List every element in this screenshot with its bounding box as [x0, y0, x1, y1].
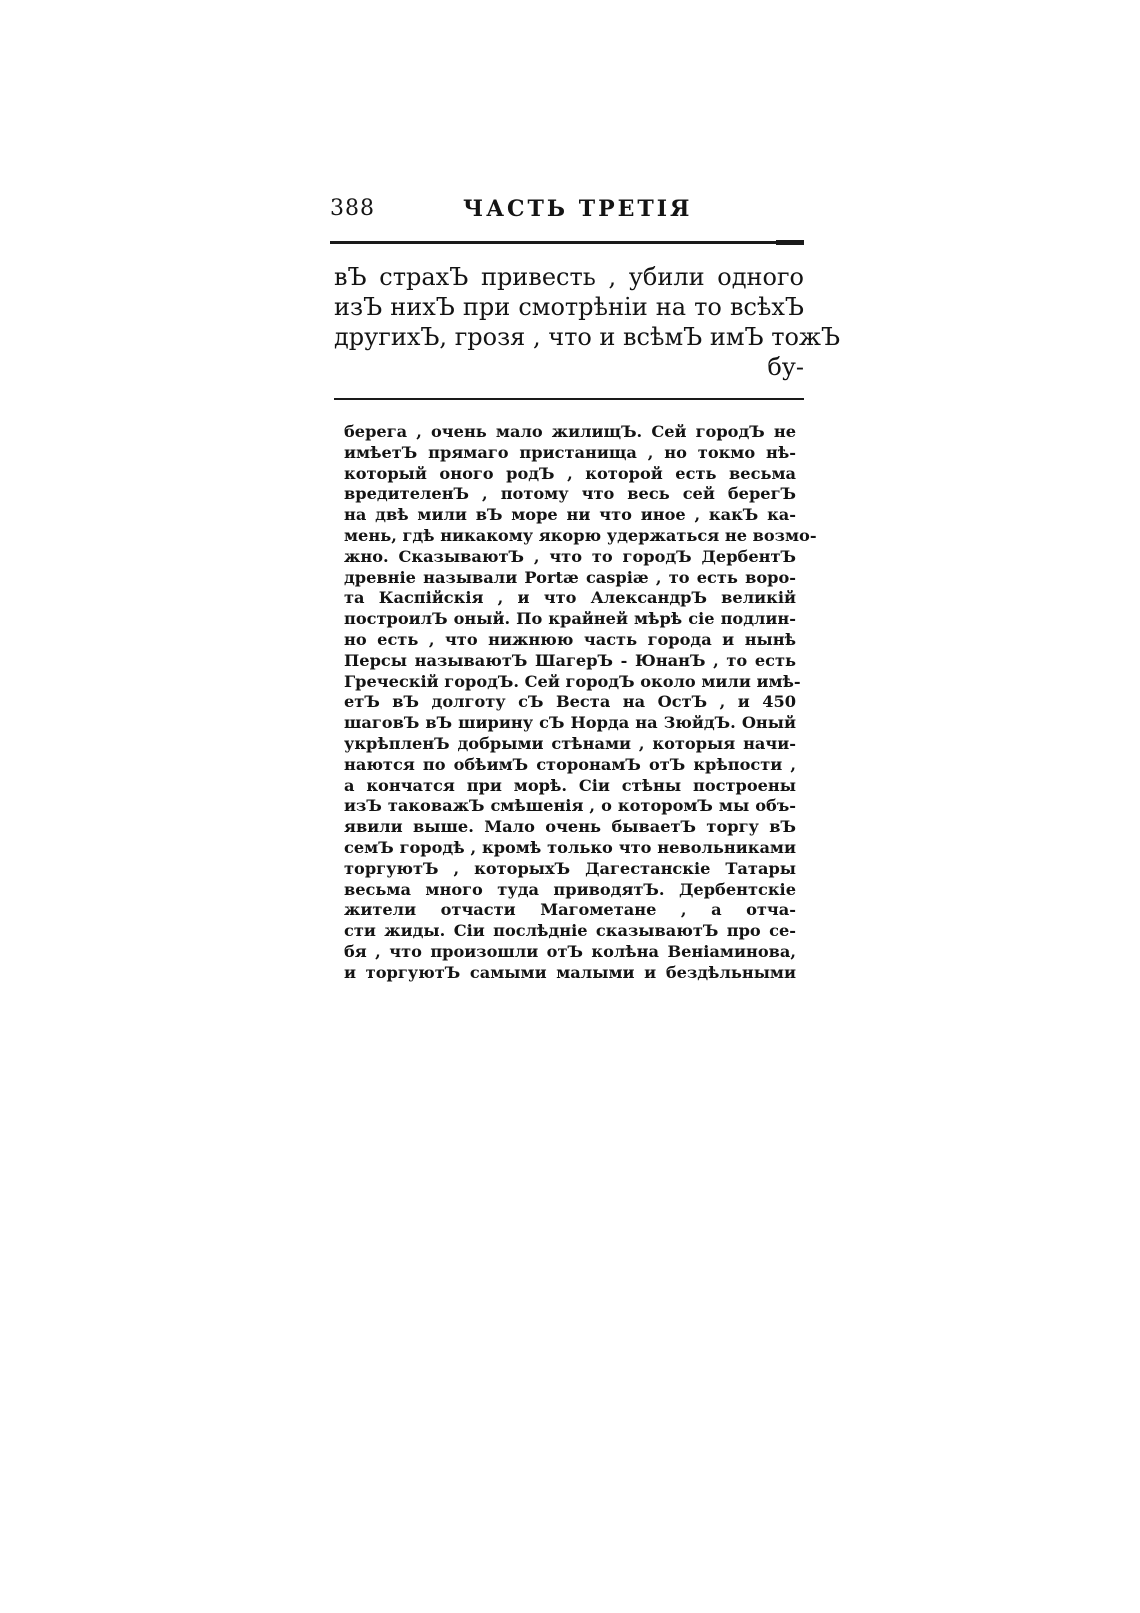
- text-line: Греческій городЪ. Сей городЪ около мили имѣ-: [344, 671, 801, 691]
- text-line: бу-: [767, 353, 804, 381]
- text-line: сти жиды. Сіи послѣдніе сказываютЪ про се-: [344, 921, 796, 941]
- upper-text-block: [334, 262, 841, 382]
- text-line: но есть , что нижнюю часть города и нынѣ: [344, 629, 796, 649]
- text-line: и торгуютЪ самыми малыми и бездѣльными: [344, 962, 796, 982]
- text-line: имѣетЪ прямаго пристанища , но токмо нѣ-: [344, 442, 796, 462]
- text-line: другихЪ, грозя , что и всѣмЪ имЪ тожЪ: [334, 323, 841, 351]
- text-line: торгуютЪ , которыхЪ Дагестанскіе Татары: [344, 858, 796, 878]
- text-line: шаговЪ вЪ ширину сЪ Норда на ЗюйдЪ. Оный: [344, 713, 796, 733]
- text-line: берега , очень мало жилищЪ. Сей городЪ не: [344, 422, 796, 441]
- text-line: изЪ таковажЪ смѣшенія , о которомЪ мы объ-: [344, 796, 796, 816]
- text-line: построилЪ оный. По крайней мѣрѣ сіе подлин-: [344, 609, 796, 629]
- text-line: изЪ нихЪ при смотрѣніи на то всѣхЪ: [334, 293, 804, 321]
- text-line: семЪ городѣ , кромѣ только что невольниками: [344, 837, 796, 857]
- text-line: жители отчасти Магометане , а отча-: [344, 900, 796, 920]
- text-line: Персы называютЪ ШагерЪ - ЮнанЪ , то есть: [344, 650, 796, 670]
- text-line: вЪ страхЪ привесть , убили одного: [334, 263, 804, 291]
- header-rule: [330, 241, 804, 244]
- text-line: а кончатся при морѣ. Сіи стѣны построены: [344, 775, 796, 795]
- section-rule: [334, 398, 804, 400]
- running-head: ЧАСТЬ ТРЕТІЯ: [463, 196, 693, 222]
- text-line: весьма много туда приводятЪ. Дербентскіе: [344, 879, 796, 899]
- text-line: наются по обѣимЪ сторонамЪ отЪ крѣпости ,: [344, 754, 796, 774]
- text-line: древніе называли Portæ caspiæ , то есть воро-: [344, 567, 796, 587]
- text-line: укрѣпленЪ добрыми стѣнами , которыя начи-: [344, 733, 796, 753]
- page-number: 388: [330, 196, 375, 221]
- text-line: жно. СказываютЪ , что то городЪ ДербентЪ: [344, 546, 796, 566]
- text-line: бя , что произошли отЪ колѣна Веніаминова,: [344, 941, 796, 961]
- text-line: та Каспійскія , и что АлександрЪ великій: [344, 588, 796, 608]
- text-line: мень, гдѣ никакому якорю удержаться не возмо-: [344, 525, 817, 545]
- text-line: етЪ вЪ долготу сЪ Веста на ОстЪ , и 450: [344, 692, 796, 712]
- text-line: на двѣ мили вЪ море ни что иное , какЪ ка-: [344, 505, 796, 525]
- text-line: который оного родЪ , которой есть весьма: [344, 463, 796, 483]
- text-line: явили выше. Мало очень бываетЪ торгу вЪ: [344, 817, 796, 837]
- lower-text-block: [344, 422, 817, 984]
- text-line: вредителенЪ , потому что весь сей берегЪ: [344, 484, 796, 504]
